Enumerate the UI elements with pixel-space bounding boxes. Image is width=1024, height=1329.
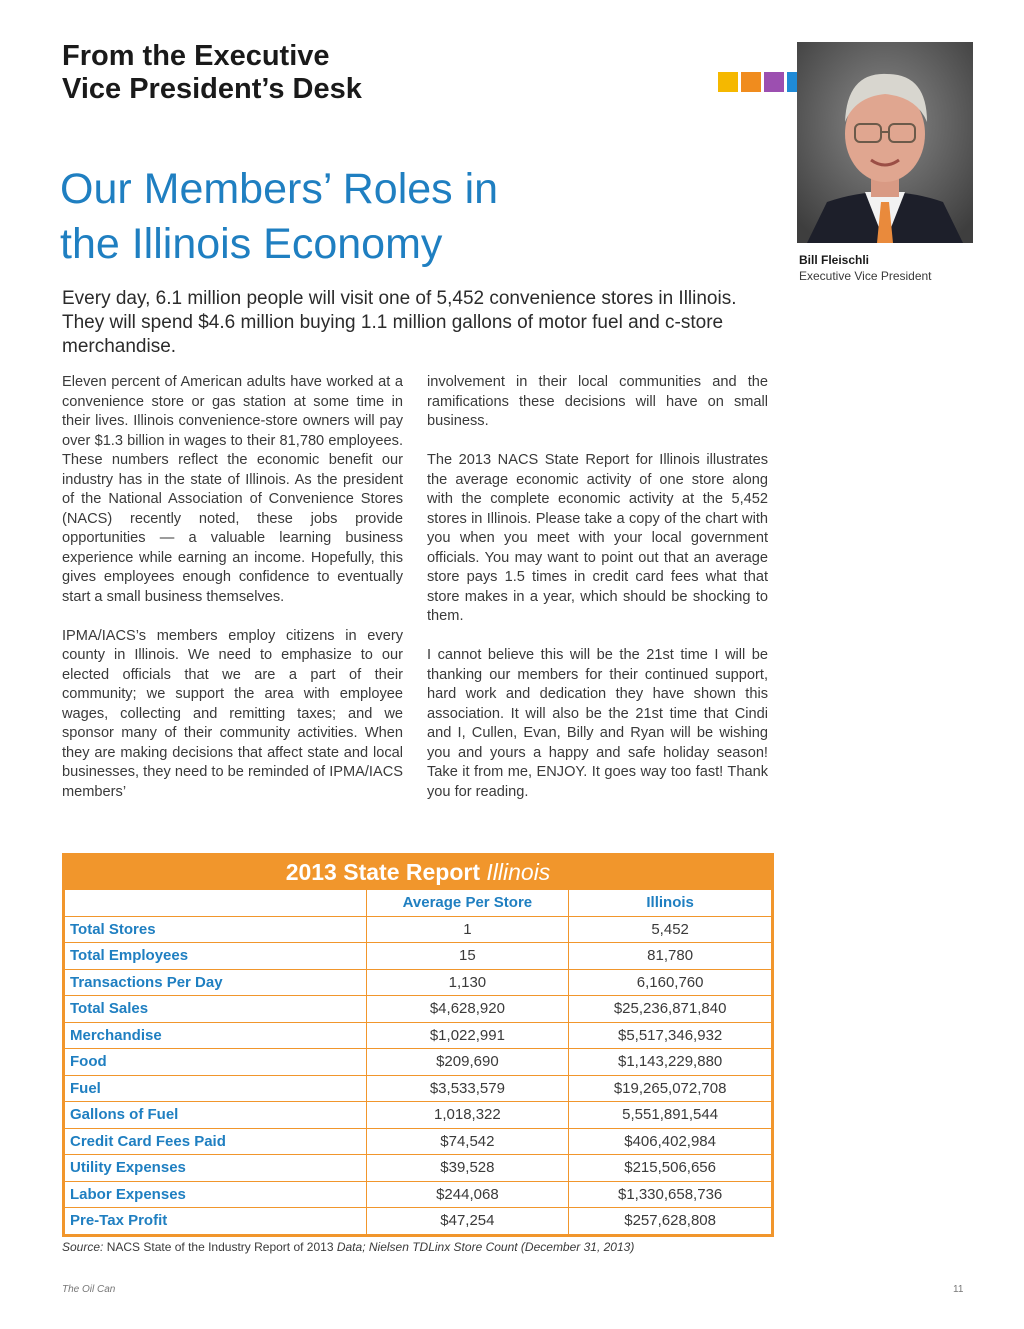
accent-squares [718, 72, 807, 92]
headline-line2: the Illinois Economy [60, 220, 443, 268]
state-value: $215,506,656 [569, 1155, 772, 1182]
state-value: $5,517,346,932 [569, 1022, 772, 1049]
article-headline [60, 162, 780, 272]
table-source [62, 1240, 634, 1254]
source-label: Source: [62, 1240, 104, 1254]
row-label: Utility Expenses [65, 1155, 367, 1182]
state-report-table [62, 853, 774, 1237]
accent-square-yellow [718, 72, 738, 92]
state-value: $1,330,658,736 [569, 1181, 772, 1208]
state-value: 6,160,760 [569, 969, 772, 996]
table-row [65, 1155, 772, 1182]
source-text: NACS State of the Industry Report of 2013 [106, 1240, 334, 1254]
average-value: $74,542 [366, 1128, 569, 1155]
section-title-line2: Vice President’s Desk [62, 73, 362, 105]
section-title-line1: From the Executive [62, 40, 330, 72]
row-label: Food [65, 1049, 367, 1076]
average-value: $3,533,579 [366, 1075, 569, 1102]
table-row [65, 996, 772, 1023]
row-label: Gallons of Fuel [65, 1102, 367, 1129]
column-header-average: Average Per Store [366, 890, 569, 917]
column-header-illinois: Illinois [569, 890, 772, 917]
state-value: $257,628,808 [569, 1208, 772, 1235]
average-value: $4,628,920 [366, 996, 569, 1023]
state-value: $406,402,984 [569, 1128, 772, 1155]
row-label: Labor Expenses [65, 1181, 367, 1208]
table-row [65, 1128, 772, 1155]
row-label: Transactions Per Day [65, 969, 367, 996]
portrait-illustration [797, 42, 973, 243]
average-value: $244,068 [366, 1181, 569, 1208]
row-label: Merchandise [65, 1022, 367, 1049]
section-title [62, 40, 362, 106]
average-value: 15 [366, 943, 569, 970]
row-label: Credit Card Fees Paid [65, 1128, 367, 1155]
paragraph: I cannot believe this will be the 21st time I will be thanking our members for their continued support, hard work and dedication they have shown this association. It will also be the 21st time that Cindi and I, Cullen, Evan, Billy and Ryan will be wishing you and yours a happy and safe holiday season! Take it from me, ENJOY. It goes way too fast! Thank you for reading. [427, 647, 768, 800]
report-grid [64, 889, 772, 1235]
average-value: $209,690 [366, 1049, 569, 1076]
footer-publication: The Oil Can [62, 1284, 116, 1295]
photo-caption-role: Executive Vice President [799, 269, 932, 283]
paragraph: IPMA/IACS’s members employ citizens in every county in Illinois. We need to emphasize to our elected officials that we are a part of their community; we support the area with employee wages, collecting and remitting taxes; and we sponsor many of their community activities. When they are making decisions that affect state and local businesses, they need to be reminded of IPMA/IACS members’ [62, 627, 403, 800]
table-row [65, 1181, 772, 1208]
accent-square-purple [764, 72, 784, 92]
table-title-text: 2013 State Report [285, 859, 480, 885]
accent-square-orange [741, 72, 761, 92]
average-value: 1,130 [366, 969, 569, 996]
average-value: $47,254 [366, 1208, 569, 1235]
state-value: 5,551,891,544 [569, 1102, 772, 1129]
row-label: Total Employees [65, 943, 367, 970]
average-value: 1 [366, 916, 569, 943]
table-row [65, 1102, 772, 1129]
table-row [65, 969, 772, 996]
average-value: 1,018,322 [366, 1102, 569, 1129]
footer-page-number: 11 [953, 1284, 964, 1295]
state-value: $1,143,229,880 [569, 1049, 772, 1076]
table-row [65, 943, 772, 970]
table-row [65, 916, 772, 943]
state-value: $19,265,072,708 [569, 1075, 772, 1102]
article-column-2 [427, 373, 768, 822]
photo-caption-name: Bill Fleischli [799, 253, 870, 267]
table-title [64, 855, 772, 889]
row-label: Total Stores [65, 916, 367, 943]
table-row [65, 1022, 772, 1049]
headline-line1: Our Members’ Roles in [60, 165, 499, 213]
source-italic: Data; Nielsen TDLinx Store Count (December 31, 2013) [336, 1240, 635, 1254]
state-value: 5,452 [569, 916, 772, 943]
row-label: Total Sales [65, 996, 367, 1023]
row-label: Fuel [65, 1075, 367, 1102]
table-row [65, 1208, 772, 1235]
paragraph: involvement in their local communities and the ramifications these decisions will have on small business. [427, 374, 768, 429]
state-value: 81,780 [569, 943, 772, 970]
table-title-italic: Illinois [486, 859, 551, 885]
paragraph: The 2013 NACS State Report for Illinois illustrates the average economic activity of one store along with the complete economic activity at the 5,452 stores in Illinois. Please take a copy of the chart with you when you meet with your local government officials. You may want to point out that an average store pays 1.5 times in credit card fees what that store makes in a year, which should be shocking to them. [427, 452, 768, 624]
empty-header-cell [65, 890, 367, 917]
row-label: Pre-Tax Profit [65, 1208, 367, 1235]
table-row [65, 1075, 772, 1102]
average-value: $39,528 [366, 1155, 569, 1182]
state-value: $25,236,871,840 [569, 996, 772, 1023]
table-header-row [65, 890, 772, 917]
article-column-1 [62, 373, 403, 822]
portrait-photo [797, 42, 973, 243]
average-value: $1,022,991 [366, 1022, 569, 1049]
article-lead: Every day, 6.1 million people will visit one of 5,452 convenience stores in Illinois. They will spend $4.6 million buying 1.1 million gallons of motor fuel and c-store merchandise. [62, 288, 737, 357]
table-row [65, 1049, 772, 1076]
paragraph: Eleven percent of American adults have worked at a convenience store or gas station at some time in their lives. Illinois convenience-store owners will pay over $1.3 billion in wages to their 81,780 employees. These numbers reflect the economic benefit our industry has in the state of Illinois. As the president of the National Association of Convenience Stores (NACS) recently noted, these jobs provide opportunities — a valuable learning business experience while earning an income. Hopefully, this gives employees enough confidence to eventually start a small business themselves. [62, 374, 403, 605]
